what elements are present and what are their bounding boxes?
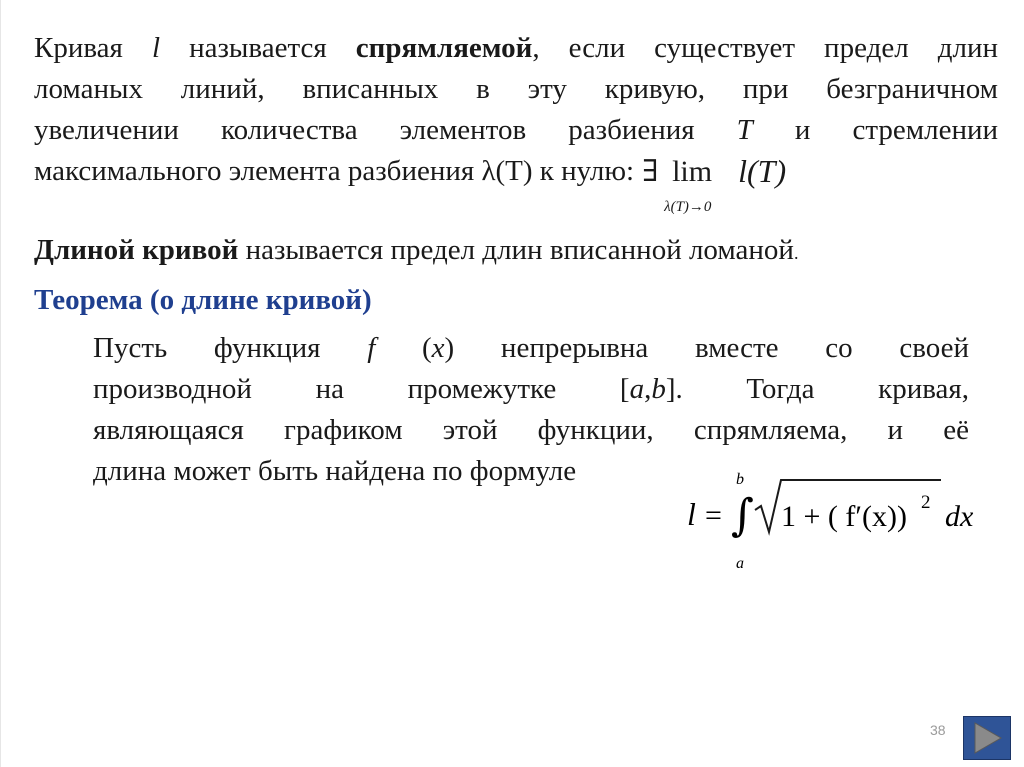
lim-operator: lim [672,155,713,188]
definition-line-1: Кривая l называется спрямляемой, если существует предел длин [34,32,998,64]
formula-equals: = [705,499,722,532]
theorem-line-3: являющаяся графиком этой функции, спрямляема, и её [93,414,969,446]
play-triangle-icon [964,717,1010,759]
theorem-body [93,328,969,492]
exists-symbol: ∃ [642,155,659,188]
arc-length-formula [669,470,989,580]
limit-expression [642,151,832,215]
integral-sign: ∫ [731,490,754,541]
integral-upper-limit: b [736,471,744,488]
definition-rectifiable [34,28,998,215]
next-slide-button[interactable] [963,716,1011,760]
definition-line-2: ломаных линий, вписанных в эту кривую, при безграничном [34,73,998,105]
lim-subscript: λ(T)→0 [664,199,712,215]
definition-line-3: увеличении количества элементов разбиения T и стремлении [34,114,998,146]
term-curve-length: Длиной кривой [34,234,239,266]
theorem-line-2: производной на промежутке [a,b]. Тогда кривая, [93,373,969,405]
limit-argument: l(T) [738,153,787,189]
definition-line-4: максимального элемента разбиения λ(T) к нулю: ∃ lim λ(T)→0 l(T) [34,151,998,192]
theorem-title: Теорема (о длине кривой) [34,284,372,316]
theorem-line-1: Пусть функция f (x) непрерывна вместе со своей [93,332,969,364]
integral-lower-limit: a [736,555,744,572]
formula-differential: dx [945,500,974,533]
formula-radicand: 1 + ( f′(x)) [781,500,907,533]
theorem-line-4: длина может быть найдена по формуле [93,455,577,487]
formula-power: 2 [921,492,931,513]
term-rectifiable: спрямляемой [355,32,533,64]
page-number: 38 [930,722,946,738]
definition-length: Длиной кривой называется предел длин вписанной ломаной. [34,234,799,266]
formula-lhs: l [687,496,696,532]
